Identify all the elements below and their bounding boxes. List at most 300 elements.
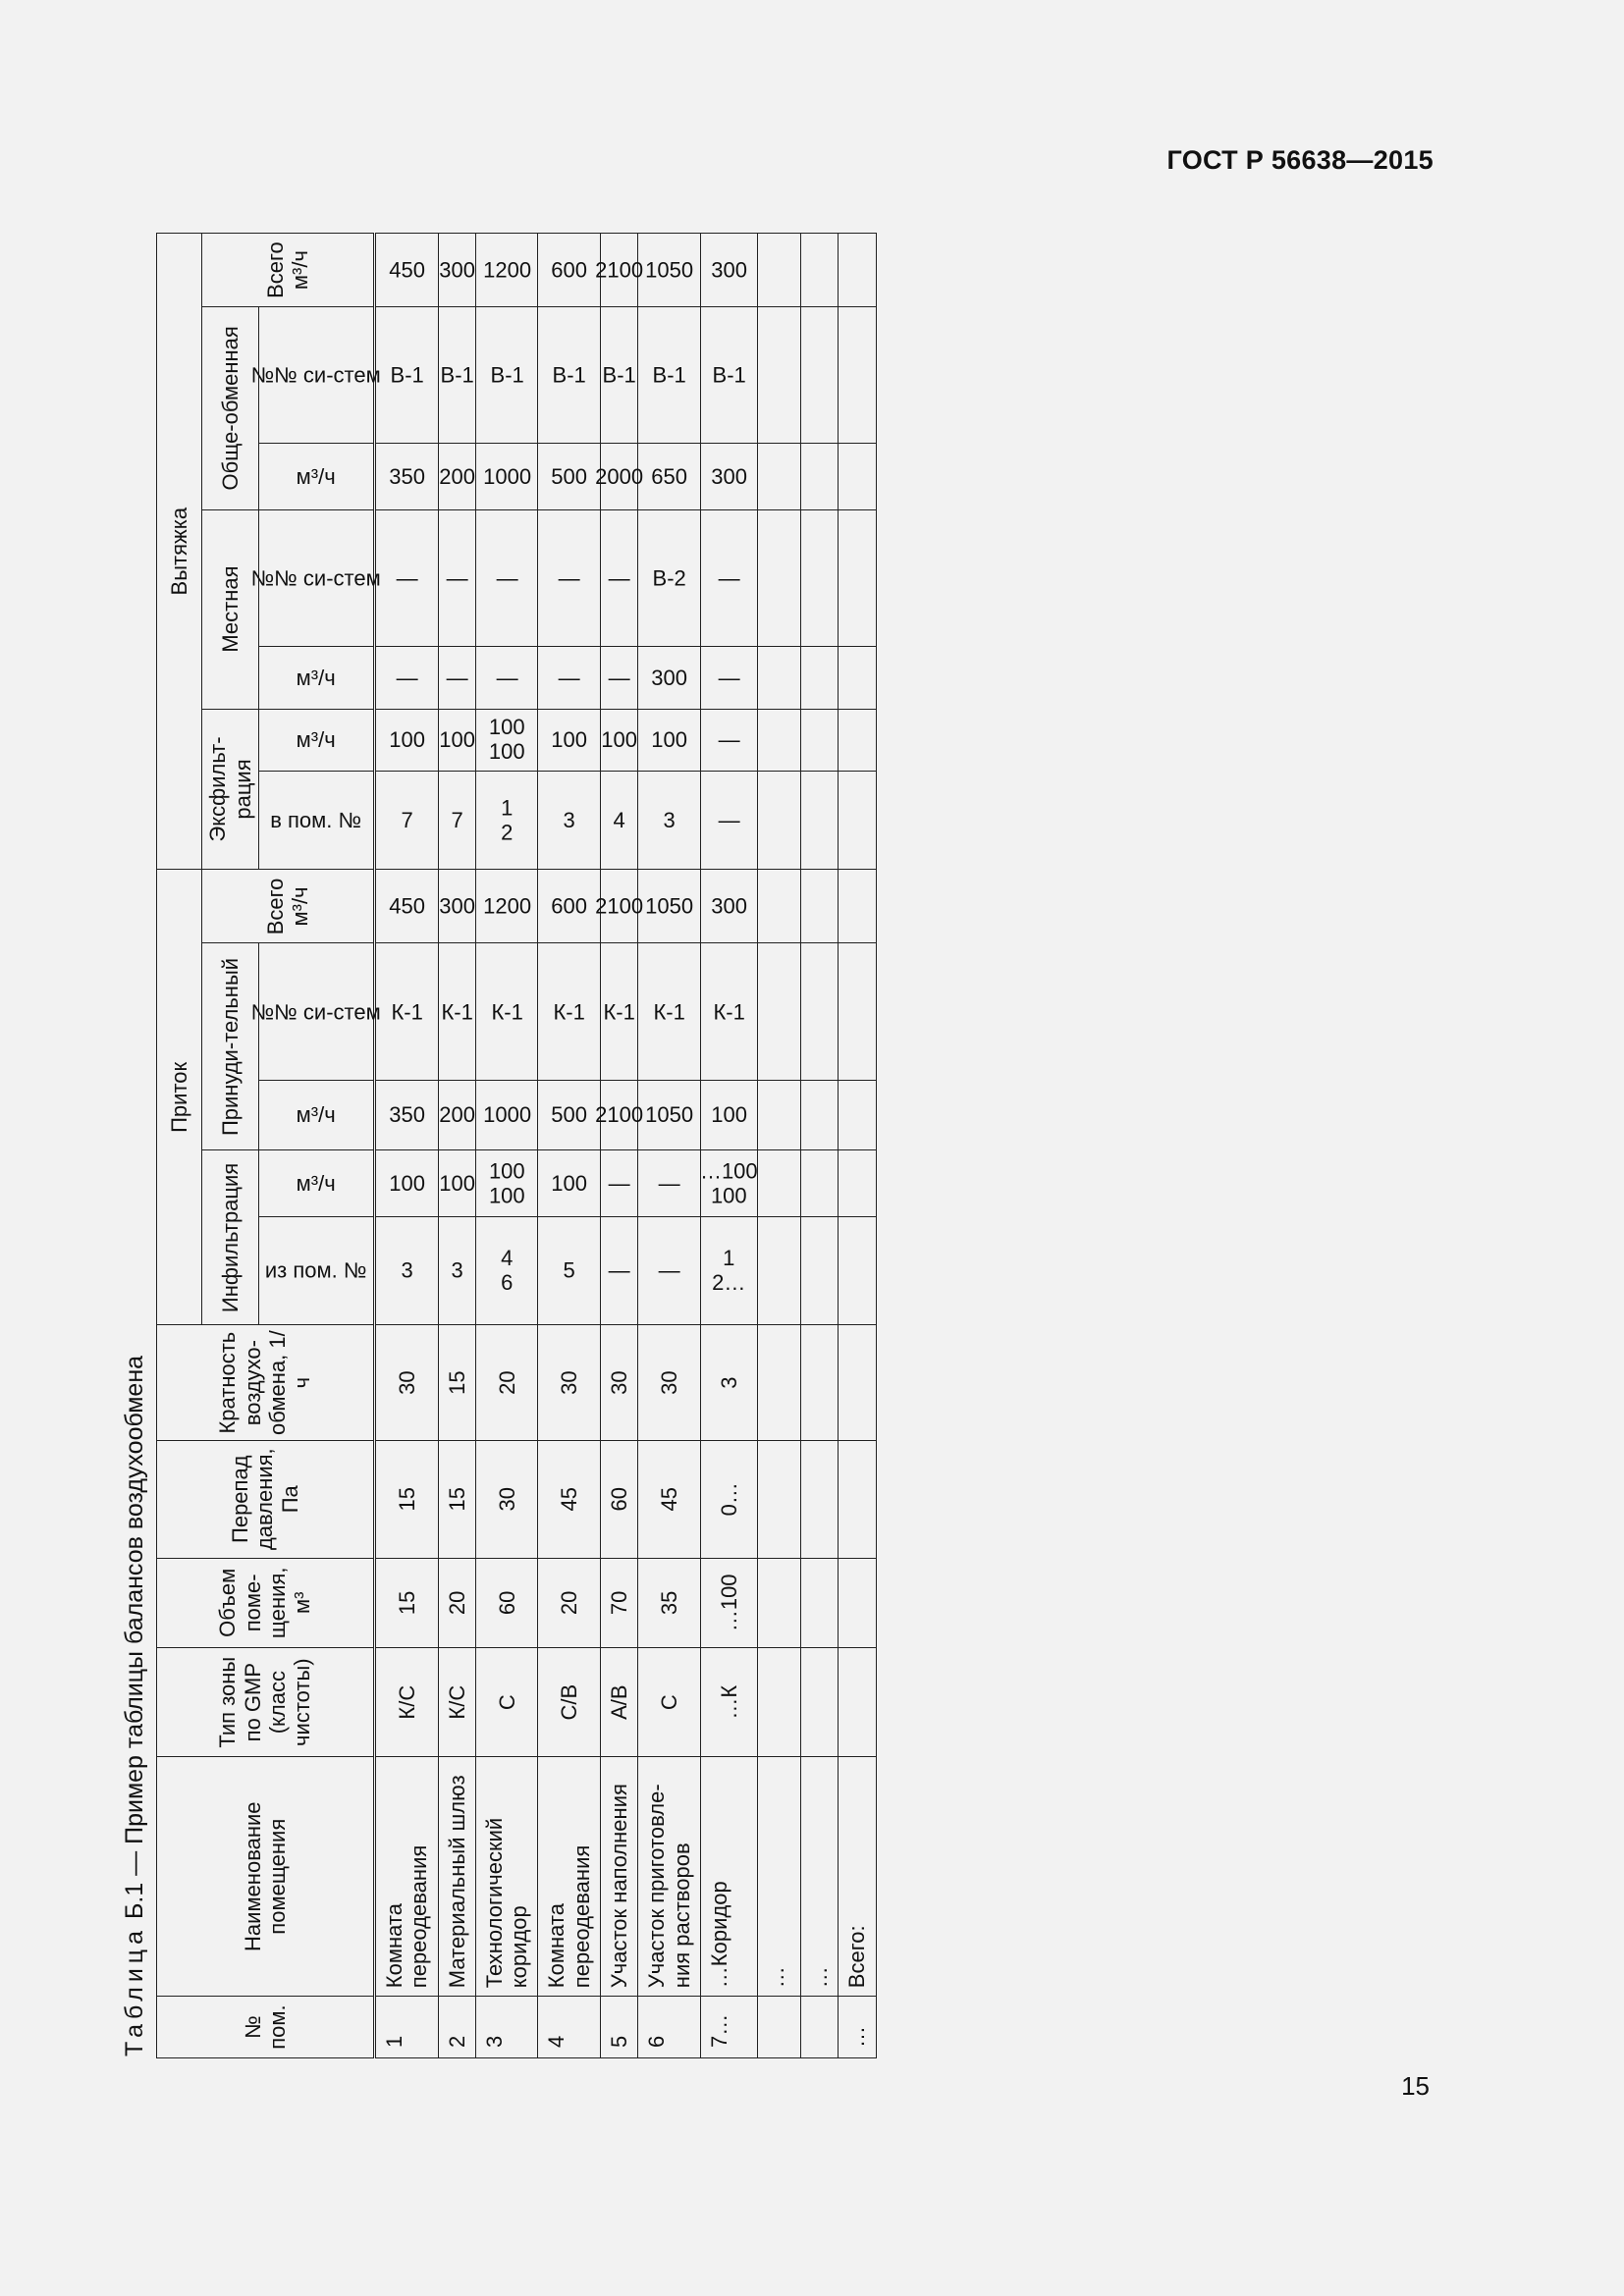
cell-text: 300: [711, 463, 747, 489]
cell-text: …Коридор: [706, 1881, 731, 1989]
cell-local-m3h: [700, 646, 757, 709]
cell-text: 4: [613, 808, 625, 833]
cell-supply-total: [595, 870, 644, 943]
cell-text: —: [558, 665, 580, 690]
cell-inf-m3h: [839, 1150, 876, 1216]
cell-inf-from: [839, 1216, 876, 1325]
cell-text: 350: [388, 463, 425, 489]
cell-text: —: [658, 1170, 680, 1196]
col-num: № пом.: [157, 1997, 375, 2058]
cell-text: 200: [438, 463, 475, 489]
cell-text: 3: [563, 808, 575, 833]
cell-local-m3h: [438, 646, 475, 709]
cell-num: [438, 1997, 475, 2058]
cell-text: —: [718, 808, 740, 833]
cell-rate: [601, 1325, 638, 1441]
cell-pressure: [800, 1440, 838, 1558]
col-exf-to: [259, 772, 375, 870]
col-inf-m3h: [259, 1150, 375, 1216]
cell-text: Технологический коридор: [481, 1817, 532, 1989]
cell-text: 300: [651, 665, 688, 690]
cell-rate: [638, 1325, 701, 1441]
cell-text: К-1: [391, 998, 423, 1024]
cell-gen-m3h: [438, 444, 475, 509]
cell-volume: [700, 1558, 757, 1648]
cell-exhaust-total: [638, 234, 701, 307]
cell-text: …К: [716, 1684, 741, 1720]
cell-num: [475, 1997, 538, 2058]
cell-text: С: [494, 1694, 519, 1711]
cell-text: Комната переодевания: [382, 1844, 432, 1989]
cell-text: —: [396, 564, 418, 590]
col-forced: Принуди-тельный: [202, 943, 259, 1150]
cell-text: 300: [711, 257, 747, 283]
cell-text: 300: [438, 893, 475, 919]
cell-text: …100: [716, 1574, 741, 1632]
cell-exhaust-total: [595, 234, 644, 307]
cell-text: 30: [494, 1486, 519, 1512]
cell-pressure: [475, 1440, 538, 1558]
col-gen-m3h-text: м³/ч: [296, 463, 337, 489]
cell-local-m3h: [601, 646, 638, 709]
cell-supply-total: [475, 870, 538, 943]
cell-text: 100: [438, 1170, 475, 1196]
cell-text: …100 100: [700, 1158, 758, 1208]
cell-text: К/С: [394, 1684, 419, 1720]
cell-text: —: [396, 665, 418, 690]
cell-text: А/В: [607, 1684, 632, 1720]
cell-text: 1000: [482, 1102, 531, 1128]
cell-text: 100 100: [488, 1158, 525, 1208]
cell-text: 100: [388, 727, 425, 753]
cell-text: В-1: [552, 362, 586, 388]
cell-name: [601, 1757, 638, 1997]
cell-exhaust-total: [475, 234, 538, 307]
cell-text: 60: [607, 1486, 632, 1512]
table-row: [757, 234, 800, 2058]
cell-supply-total: [800, 870, 838, 943]
cell-text: 100: [388, 1170, 425, 1196]
col-exfiltration: Эксфильт-рация: [202, 709, 259, 870]
cell-exf-m3h: [638, 709, 701, 772]
page-number: 15: [1401, 2071, 1430, 2101]
cell-forced-m3h: [757, 1080, 800, 1150]
cell-text: —: [496, 564, 518, 590]
cell-text: В-1: [390, 362, 424, 388]
cell-inf-m3h: [438, 1150, 475, 1216]
cell-zone: [757, 1648, 800, 1757]
cell-local-sys: [700, 509, 757, 646]
cell-text: 15: [394, 1486, 419, 1512]
cell-inf-m3h: [757, 1150, 800, 1216]
cell-num: [800, 1997, 838, 2058]
cell-pressure: [438, 1440, 475, 1558]
cell-text: 300: [438, 257, 475, 283]
cell-inf-from: [800, 1216, 838, 1325]
cell-text: В-1: [652, 362, 686, 388]
cell-text: 30: [657, 1370, 682, 1395]
cell-supply-total: [638, 870, 701, 943]
cell-name: [475, 1757, 538, 1997]
col-exhaust-total: Всего м³/ч: [202, 234, 375, 307]
cell-zone: [700, 1648, 757, 1757]
cell-name: [375, 1757, 439, 1997]
cell-forced-m3h: [700, 1080, 757, 1150]
cell-local-sys: [800, 509, 838, 646]
cell-zone: [638, 1648, 701, 1757]
cell-text: …: [844, 2026, 870, 2048]
cell-forced-m3h: [800, 1080, 838, 1150]
cell-rate: [757, 1325, 800, 1441]
cell-pressure: [601, 1440, 638, 1558]
cell-rate: [438, 1325, 475, 1441]
table-row: [700, 234, 757, 2058]
cell-text: К-1: [603, 998, 635, 1024]
cell-gen-m3h: [700, 444, 757, 509]
cell-text: 1 2: [501, 795, 514, 845]
cell-text: Материальный шлюз: [444, 1775, 469, 1989]
table-row: [638, 234, 701, 2058]
cell-gen-sys: [800, 307, 838, 444]
cell-text: …: [806, 1966, 832, 1989]
cell-local-sys: [839, 509, 876, 646]
col-supply-total: Всего м³/ч: [202, 870, 375, 943]
cell-name: [700, 1757, 757, 1997]
cell-exf-to: [800, 772, 838, 870]
cell-exf-m3h: [757, 709, 800, 772]
cell-text: 1 2…: [712, 1246, 746, 1296]
cell-exf-to: [839, 772, 876, 870]
col-rate: Кратность воздухо-обмена, 1/ч: [157, 1325, 375, 1441]
cell-text: 7: [451, 808, 463, 833]
cell-text: 6: [644, 2035, 670, 2048]
cell-text: 2100: [595, 893, 644, 919]
col-forced-sys-text: №№ си-стем: [250, 998, 382, 1024]
cell-text: 450: [388, 257, 425, 283]
cell-text: 350: [388, 1102, 425, 1128]
col-exf-to-text: в пом. №: [270, 808, 362, 833]
cell-text: 100: [551, 1170, 588, 1196]
cell-text: К/С: [444, 1684, 469, 1720]
cell-text: …: [763, 1966, 788, 1989]
cell-local-m3h: [475, 646, 538, 709]
cell-text: 7: [401, 808, 413, 833]
cell-supply-total: [700, 870, 757, 943]
table-row: [438, 234, 475, 2058]
cell-pressure: [375, 1440, 439, 1558]
cell-forced-m3h: [638, 1080, 701, 1150]
cell-exf-m3h: [800, 709, 838, 772]
cell-text: 30: [557, 1370, 582, 1395]
cell-inf-m3h: [638, 1150, 701, 1216]
cell-text: В-1: [490, 362, 524, 388]
cell-text: 600: [551, 257, 588, 283]
cell-name: [757, 1757, 800, 1997]
cell-text: 650: [651, 463, 688, 489]
col-inf-from-text: из пом. №: [265, 1257, 367, 1283]
cell-text: 3: [481, 2035, 507, 2048]
cell-text: 1000: [482, 463, 531, 489]
col-exf-m3h-text: м³/ч: [296, 727, 336, 753]
cell-gen-m3h: [839, 444, 876, 509]
cell-text: —: [608, 564, 630, 590]
cell-num: [638, 1997, 701, 2058]
cell-forced-m3h: [595, 1080, 644, 1150]
cell-zone: [375, 1648, 439, 1757]
cell-text: 100: [651, 727, 688, 753]
cell-gen-m3h: [757, 444, 800, 509]
cell-text: 100 100: [488, 715, 525, 766]
cell-text: С/В: [557, 1683, 582, 1721]
cell-text: 4 6: [501, 1246, 514, 1296]
cell-text: 450: [388, 893, 425, 919]
col-pressure: Перепад давления, Па: [157, 1440, 375, 1558]
cell-local-m3h: [839, 646, 876, 709]
cell-text: 30: [394, 1370, 419, 1395]
cell-text: В-2: [652, 564, 686, 590]
cell-num: [601, 1997, 638, 2058]
table-row: [475, 234, 538, 2058]
table-row: [538, 234, 601, 2058]
cell-text: 2: [444, 2035, 469, 2048]
col-forced-m3h-text: м³/ч: [296, 1102, 336, 1128]
table-body: [375, 234, 877, 2058]
cell-zone: [438, 1648, 475, 1757]
cell-supply-total: [438, 870, 475, 943]
cell-supply-total: [757, 870, 800, 943]
col-local: Местная: [202, 509, 259, 709]
cell-gen-m3h: [475, 444, 538, 509]
cell-inf-m3h: [800, 1150, 838, 1216]
cell-text: К-1: [553, 998, 585, 1024]
cell-rate: [800, 1325, 838, 1441]
cell-text: 1200: [482, 893, 531, 919]
cell-num: [839, 1997, 876, 2058]
cell-exhaust-total: [700, 234, 757, 307]
cell-text: —: [718, 564, 740, 590]
cell-text: 1200: [482, 257, 531, 283]
cell-inf-from: [700, 1216, 757, 1325]
table-row: [601, 234, 638, 2058]
cell-text: 15: [444, 1370, 469, 1395]
cell-text: 0…: [716, 1482, 741, 1517]
col-volume: Объем поме-щения, м³: [157, 1558, 375, 1648]
cell-text: 3: [451, 1257, 463, 1283]
cell-zone: [538, 1648, 601, 1757]
cell-text: Участок приготовле-ния растворов: [644, 1784, 694, 1989]
cell-text: —: [608, 1257, 630, 1283]
cell-exf-to: [700, 772, 757, 870]
cell-text: 100: [601, 727, 638, 753]
cell-exf-m3h: [601, 709, 638, 772]
cell-supply-total: [839, 870, 876, 943]
cell-volume: [839, 1558, 876, 1648]
cell-volume: [438, 1558, 475, 1648]
cell-text: —: [446, 564, 468, 590]
table-row: [839, 234, 876, 2058]
cell-text: 100: [551, 727, 588, 753]
cell-text: В-1: [440, 362, 474, 388]
cell-local-m3h: [757, 646, 800, 709]
cell-text: 20: [494, 1370, 519, 1395]
cell-rate: [475, 1325, 538, 1441]
col-local-m3h-text: м³/ч: [296, 665, 336, 690]
cell-text: К-1: [490, 998, 523, 1024]
cell-gen-m3h: [800, 444, 838, 509]
cell-exhaust-total: [438, 234, 475, 307]
cell-text: —: [608, 1170, 630, 1196]
cell-text: 15: [394, 1590, 419, 1616]
cell-text: 200: [438, 1102, 475, 1128]
col-local-m3h: [259, 646, 375, 709]
cell-exf-m3h: [839, 709, 876, 772]
col-gen-sys-text: №№ си-стем: [250, 362, 382, 388]
cell-text: 20: [557, 1590, 582, 1616]
cell-volume: [800, 1558, 838, 1648]
cell-text: 5: [563, 1257, 575, 1283]
cell-exhaust-total: [800, 234, 838, 307]
cell-name: [800, 1757, 838, 1997]
cell-text: —: [496, 665, 518, 690]
cell-text: 3: [401, 1257, 413, 1283]
table-caption: [113, 233, 156, 2058]
cell-zone: [475, 1648, 538, 1757]
cell-volume: [601, 1558, 638, 1648]
cell-forced-sys: [839, 943, 876, 1080]
cell-text: —: [608, 665, 630, 690]
cell-volume: [475, 1558, 538, 1648]
table-row: [800, 234, 838, 2058]
cell-name: [438, 1757, 475, 1997]
cell-gen-m3h: [638, 444, 701, 509]
cell-text: 3: [663, 808, 676, 833]
header-row-1: [157, 234, 202, 2058]
cell-text: 5: [607, 2035, 632, 2048]
cell-text: Комната переодевания: [544, 1844, 594, 1989]
cell-text: К-1: [713, 998, 745, 1024]
cell-text: 45: [657, 1486, 682, 1512]
col-general: Обще-обменная: [202, 307, 259, 509]
cell-forced-m3h: [438, 1080, 475, 1150]
cell-text: —: [658, 1257, 680, 1283]
cell-name: [638, 1757, 701, 1997]
cell-text: Участок наполнения: [607, 1784, 632, 1989]
col-zone: Тип зоны по GMP (класс чистоты): [157, 1648, 375, 1757]
table-row: [375, 234, 439, 2058]
rotated-table-block: [113, 233, 1036, 2058]
cell-zone: [839, 1648, 876, 1757]
cell-exhaust-total: [757, 234, 800, 307]
cell-text: —: [718, 727, 740, 753]
cell-rate: [375, 1325, 439, 1441]
cell-text: 100: [711, 1102, 747, 1128]
cell-text: 2000: [595, 463, 644, 489]
cell-text: 2100: [595, 1102, 644, 1128]
cell-pressure: [638, 1440, 701, 1558]
cell-pressure: [839, 1440, 876, 1558]
cell-name: [839, 1757, 876, 1997]
cell-text: 100: [438, 727, 475, 753]
col-infiltration: Инфильтрация: [202, 1150, 259, 1325]
cell-text: —: [446, 665, 468, 690]
cell-forced-sys: [700, 943, 757, 1080]
cell-rate: [538, 1325, 601, 1441]
cell-text: 45: [557, 1486, 582, 1512]
cell-text: 15: [444, 1486, 469, 1512]
cell-text: К-1: [441, 998, 473, 1024]
cell-name: [538, 1757, 601, 1997]
cell-num: [757, 1997, 800, 2058]
cell-gen-sys: [700, 307, 757, 444]
air-balance-table: [156, 233, 877, 2058]
cell-text: 20: [444, 1590, 469, 1616]
col-name: Наименование помещения: [157, 1757, 375, 1997]
col-local-sys-text: №№ си-стем: [250, 564, 382, 590]
cell-rate: [700, 1325, 757, 1441]
col-supply: Приток: [157, 870, 202, 1325]
cell-num: [700, 1997, 757, 2058]
cell-volume: [538, 1558, 601, 1648]
cell-volume: [375, 1558, 439, 1648]
cell-volume: [757, 1558, 800, 1648]
cell-forced-m3h: [475, 1080, 538, 1150]
cell-text: 2100: [595, 257, 644, 283]
cell-zone: [601, 1648, 638, 1757]
cell-text: 500: [551, 1102, 588, 1128]
cell-num: [538, 1997, 601, 2058]
cell-pressure: [538, 1440, 601, 1558]
cell-text: В-1: [712, 362, 746, 388]
col-inf-m3h-text: м³/ч: [296, 1170, 337, 1196]
cell-text: 7…: [706, 2013, 731, 2048]
cell-zone: [800, 1648, 838, 1757]
col-forced-m3h: [259, 1080, 375, 1150]
cell-local-m3h: [800, 646, 838, 709]
cell-text: 600: [551, 893, 588, 919]
cell-text: 1050: [645, 1102, 694, 1128]
caption-text: Б.1 — Пример таблицы балансов воздухообмена: [121, 1355, 148, 1920]
cell-text: 35: [657, 1590, 682, 1616]
cell-local-m3h: [638, 646, 701, 709]
cell-text: Всего:: [844, 1925, 870, 1989]
cell-text: 300: [711, 893, 747, 919]
cell-text: 4: [544, 2035, 569, 2048]
cell-text: 1050: [645, 893, 694, 919]
cell-inf-m3h: [700, 1150, 757, 1216]
cell-text: В-1: [602, 362, 636, 388]
cell-exf-m3h: [700, 709, 757, 772]
cell-text: С: [657, 1694, 682, 1711]
cell-forced-sys: [800, 943, 838, 1080]
cell-text: 1050: [645, 257, 694, 283]
cell-text: К-1: [653, 998, 685, 1024]
cell-text: 500: [551, 463, 588, 489]
cell-text: —: [558, 564, 580, 590]
cell-text: 1: [382, 2035, 406, 2048]
cell-text: 30: [607, 1370, 632, 1395]
cell-exf-m3h: [438, 709, 475, 772]
cell-gen-m3h: [595, 444, 644, 509]
caption-label: Таблица: [121, 1925, 148, 2056]
cell-forced-m3h: [839, 1080, 876, 1150]
cell-rate: [839, 1325, 876, 1441]
col-exhaust: Вытяжка: [157, 234, 202, 870]
cell-num: [375, 1997, 439, 2058]
cell-volume: [638, 1558, 701, 1648]
cell-pressure: [757, 1440, 800, 1558]
cell-gen-sys: [839, 307, 876, 444]
cell-text: 3: [716, 1376, 741, 1389]
